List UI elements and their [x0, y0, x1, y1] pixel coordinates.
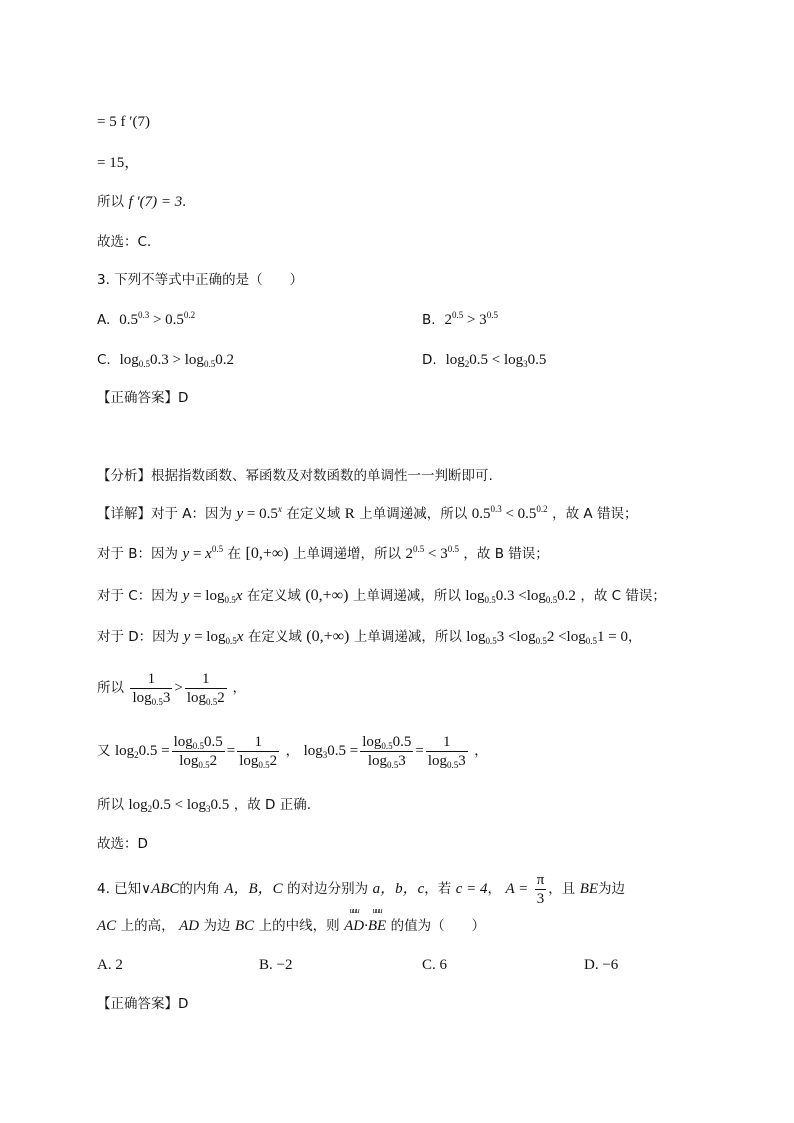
q4-option-c: C. 6: [422, 957, 448, 973]
q4-option-b: B. −2: [259, 957, 293, 973]
q3-answer: 【正确答案】D: [97, 390, 189, 406]
q3-so-line: 所以 $\frac{1}{\log_{0.5}3}$ > $\frac{1}{\log_{0.5}2}$ ，: [97, 671, 247, 707]
fraction: $\frac{\log_{0.5}0.5}{\log_{0.5}3}$: [362, 734, 412, 770]
fraction: $\frac{1}{\log_{0.5}3}$: [427, 734, 466, 770]
vector-ad: uuu AD: [344, 906, 365, 934]
q3-so-line-2: 所以 $\log_20.5 < \log_30.5$ ，故 D 正确.: [97, 797, 311, 814]
fraction: $\frac{1}{\log_{0.5}2}$: [239, 734, 278, 770]
q3-detail-d: 对于 D：因为 $y = \log_{0.5}x$ 在定义域 (0,+∞) 上单调递减，所以 $\log_{0.5}3 <\log_{0.5}2 <\log_{0.5}1 = 0$，: [97, 628, 642, 646]
q3-option-c: C. $\log_{0.5}0.3 > \log_{0.5}0.2$: [97, 352, 234, 369]
q3-analysis: 【分析】根据指数函数、幂函数及对数函数的单调性一一判断即可.: [97, 468, 493, 484]
fraction: $\frac{1}{\log_{0.5}2}$: [186, 671, 225, 707]
choice-line: 故选：C.: [97, 234, 152, 250]
q4-stem-line-2: AC 上的高， AD 为边 BC 上的中线，则 uuu AD· uuu BE 的值为（ ）: [97, 906, 486, 934]
fraction: $\frac{1}{\log_{0.5}3}$: [132, 671, 171, 707]
q4-option-d: D. −6: [584, 957, 619, 973]
q3-detail-a: 【详解】对于 A：因为 $y = 0.5^x$ 在定义域 R 上单调递减，所以 $0.5^{0.3} < 0.5^{0.2}$ ，故 A 错误；: [97, 504, 638, 522]
pi-over-three-fraction: $\frac{\pi}{3}$: [536, 872, 545, 907]
q4-answer: 【正确答案】D: [97, 996, 189, 1012]
q3-option-d: D. $\log_20.5 < \log_30.5$: [422, 352, 547, 369]
q3-choose: 故选：D: [97, 836, 148, 852]
q3-also-line: 又 $\log_20.5$ = $\frac{\log_{0.5}0.5}{\log_{0.5}2}$ = $\frac{1}{\log_{0.5}2}$ ， $\log_30.5$ = $\frac{\log_{0.5}0.5}{\log_{0.5}3}$ = $\frac{1}{\log_{0.5}3}$ ，: [97, 734, 488, 770]
q3-detail-b: 对于 B：因为 $y = x^{0.5}$ 在 [0,+∞) 上单调递增，所以 $2^{0.5} < 3^{0.5}$ ，故 B 错误；: [97, 544, 549, 562]
equation-line-1: = 5 f ′(7): [97, 114, 150, 130]
q3-stem: 3. 下列不等式中正确的是（ ）: [97, 272, 304, 288]
vector-be: uuu BE: [367, 906, 387, 934]
q3-option-a: A. $0.5^{0.3} > 0.5^{0.2}$: [97, 310, 196, 328]
conclusion-line: 所以 f ′(7) = 3.: [97, 194, 187, 210]
q3-detail-c: 对于 C：因为 $y = \log_{0.5}x$ 在定义域 (0,+∞) 上单调递减，所以 $\log_{0.5}0.3 <\log_{0.5}0.2$ ，故 C 错误；: [97, 587, 666, 605]
q3-option-b: B. $2^{0.5} > 3^{0.5}$: [422, 310, 498, 328]
equation-line-2: = 15，: [97, 155, 140, 171]
q4-option-a: A. 2: [97, 957, 123, 973]
fraction: $\frac{\log_{0.5}0.5}{\log_{0.5}2}$: [173, 734, 223, 770]
q4-stem-line-1: 4. 已知∨ABC的内角 A，B，C 的对边分别为 a，b，c，若 c = 4， A = $\frac{\pi}{3}$ ，且 BE为边: [97, 872, 626, 907]
